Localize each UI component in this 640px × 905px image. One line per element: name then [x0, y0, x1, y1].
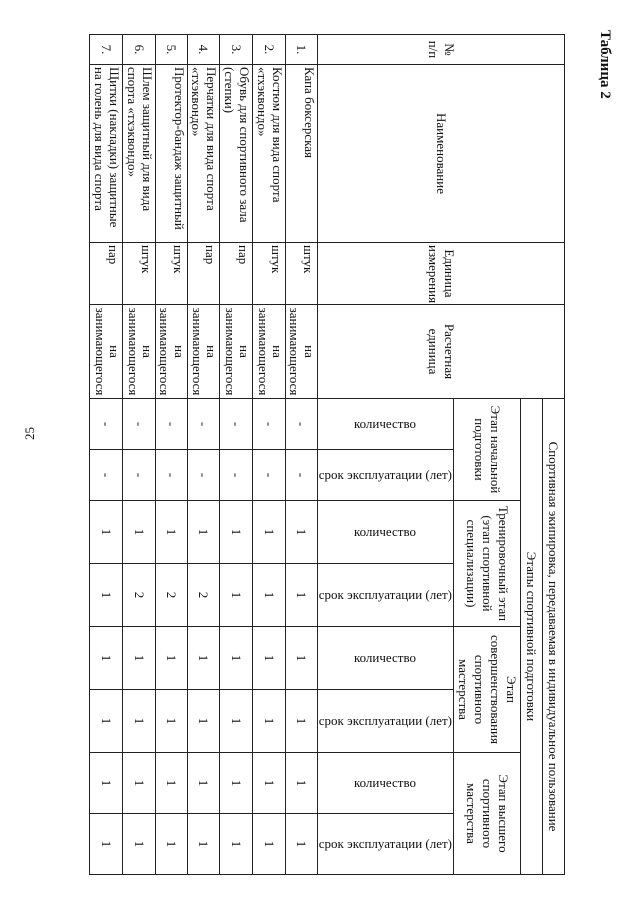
row-num: 6. — [123, 35, 156, 65]
row-value: - — [286, 399, 318, 450]
row-value: 2 — [187, 564, 220, 627]
row-name: Перчатки для вида спорта «тхэквондо» — [187, 65, 220, 243]
row-name: Обувь для спортивного зала (степки) — [220, 65, 253, 243]
row-unit: штук — [123, 243, 156, 305]
row-value: 1 — [123, 501, 156, 564]
row-value: - — [123, 399, 156, 450]
row-name: Щитки (накладки) защитные на голень для вида спорта — [90, 65, 123, 243]
row-unit: штук — [155, 243, 187, 305]
row-name: Шлем защитный для вида спорта «тхэквондо» — [123, 65, 156, 243]
row-value: 2 — [123, 564, 156, 627]
row-value: 1 — [123, 753, 156, 814]
row-value: - — [155, 399, 187, 450]
row-num: 3. — [220, 35, 253, 65]
row-value: 1 — [286, 690, 318, 753]
equipment-table — [89, 34, 565, 875]
term-header: срок эксплуатации (лет) — [317, 564, 453, 627]
qty-header: количество — [317, 501, 453, 564]
qty-header: количество — [317, 399, 453, 450]
stage-training: Тренировочный этап (этап спортивной специализации) — [454, 501, 521, 627]
row-value: 1 — [253, 814, 286, 875]
row-name: Капа боксерская — [286, 65, 318, 243]
row-value: - — [123, 450, 156, 501]
table-row — [286, 35, 318, 875]
row-value: - — [187, 399, 220, 450]
row-value: 1 — [90, 564, 123, 627]
row-num: 7. — [90, 35, 123, 65]
row-value: 1 — [187, 753, 220, 814]
row-value: 1 — [286, 501, 318, 564]
row-calc: на занимающегося — [123, 305, 156, 399]
row-value: 1 — [286, 753, 318, 814]
col-unit-header: Единица измерения — [317, 243, 564, 305]
row-value: 1 — [123, 814, 156, 875]
row-calc: на занимающегося — [187, 305, 220, 399]
rotated-table-wrapper — [92, 34, 565, 874]
row-value: 1 — [90, 753, 123, 814]
row-value: 1 — [155, 690, 187, 753]
row-value: 1 — [220, 501, 253, 564]
row-value: 1 — [253, 564, 286, 627]
term-header: срок эксплуатации (лет) — [317, 450, 453, 501]
row-num: 1. — [286, 35, 318, 65]
row-value: 1 — [155, 627, 187, 690]
table-row — [220, 35, 253, 875]
row-value: 1 — [286, 564, 318, 627]
row-unit: штук — [286, 243, 318, 305]
row-unit: пар — [90, 243, 123, 305]
row-value: 1 — [253, 627, 286, 690]
row-value: 1 — [123, 690, 156, 753]
row-calc: на занимающегося — [155, 305, 187, 399]
term-header: срок эксплуатации (лет) — [317, 814, 453, 875]
row-unit: пар — [220, 243, 253, 305]
row-value: 2 — [155, 564, 187, 627]
stage-initial: Этап начальной подготовки — [454, 399, 521, 501]
row-value: - — [220, 399, 253, 450]
row-value: - — [155, 450, 187, 501]
qty-header: количество — [317, 627, 453, 690]
table-row — [187, 35, 220, 875]
row-value: - — [90, 399, 123, 450]
row-value: 1 — [220, 753, 253, 814]
row-unit: пар — [187, 243, 220, 305]
row-calc: на занимающегося — [90, 305, 123, 399]
row-value: 1 — [187, 627, 220, 690]
row-value: 1 — [123, 627, 156, 690]
row-value: 1 — [286, 814, 318, 875]
table-title: Спортивная экипировка, передаваемая в индивидуальное пользование — [543, 399, 565, 875]
row-value: - — [286, 450, 318, 501]
row-value: 1 — [155, 814, 187, 875]
row-value: - — [220, 450, 253, 501]
row-value: 1 — [187, 501, 220, 564]
row-value: 1 — [220, 564, 253, 627]
row-num: 2. — [253, 35, 286, 65]
page-number: 25 — [22, 427, 37, 440]
row-value: 1 — [90, 690, 123, 753]
row-value: 1 — [187, 814, 220, 875]
row-value: 1 — [155, 753, 187, 814]
row-value: 1 — [286, 627, 318, 690]
table-row — [123, 35, 156, 875]
row-calc: на занимающегося — [220, 305, 253, 399]
col-calc-header: Расчетная единица — [317, 305, 564, 399]
row-name: Протектор-бандаж защитный — [155, 65, 187, 243]
stage-higher: Этап высшего спортивного мастерства — [454, 753, 521, 875]
row-calc: на занимающегося — [253, 305, 286, 399]
table-row — [155, 35, 187, 875]
col-name-header: Наименование — [317, 65, 564, 243]
row-num: 4. — [187, 35, 220, 65]
stage-improvement: Этап совершенствования спортивного мастерства — [454, 627, 521, 753]
col-num-header: № п/п — [317, 35, 564, 65]
row-value: 1 — [220, 690, 253, 753]
row-value: 1 — [90, 814, 123, 875]
row-value: 1 — [187, 690, 220, 753]
row-value: - — [187, 450, 220, 501]
table-row — [90, 35, 123, 875]
table-row — [253, 35, 286, 875]
row-value: 1 — [220, 627, 253, 690]
row-value: 1 — [90, 501, 123, 564]
row-value: - — [253, 450, 286, 501]
row-value: - — [253, 399, 286, 450]
row-value: - — [90, 450, 123, 501]
row-value: 1 — [155, 501, 187, 564]
row-value: 1 — [253, 501, 286, 564]
row-num: 5. — [155, 35, 187, 65]
stages-header: Этапы спортивной подготовки — [521, 399, 543, 875]
row-value: 1 — [90, 627, 123, 690]
qty-header: количество — [317, 753, 453, 814]
row-value: 1 — [220, 814, 253, 875]
row-calc: на занимающегося — [286, 305, 318, 399]
term-header: срок эксплуатации (лет) — [317, 690, 453, 753]
row-value: 1 — [253, 690, 286, 753]
row-value: 1 — [253, 753, 286, 814]
table-caption: Таблица 2 — [597, 30, 613, 99]
row-unit: штук — [253, 243, 286, 305]
row-name: Костюм для вида спорта «тхэквондо» — [253, 65, 286, 243]
